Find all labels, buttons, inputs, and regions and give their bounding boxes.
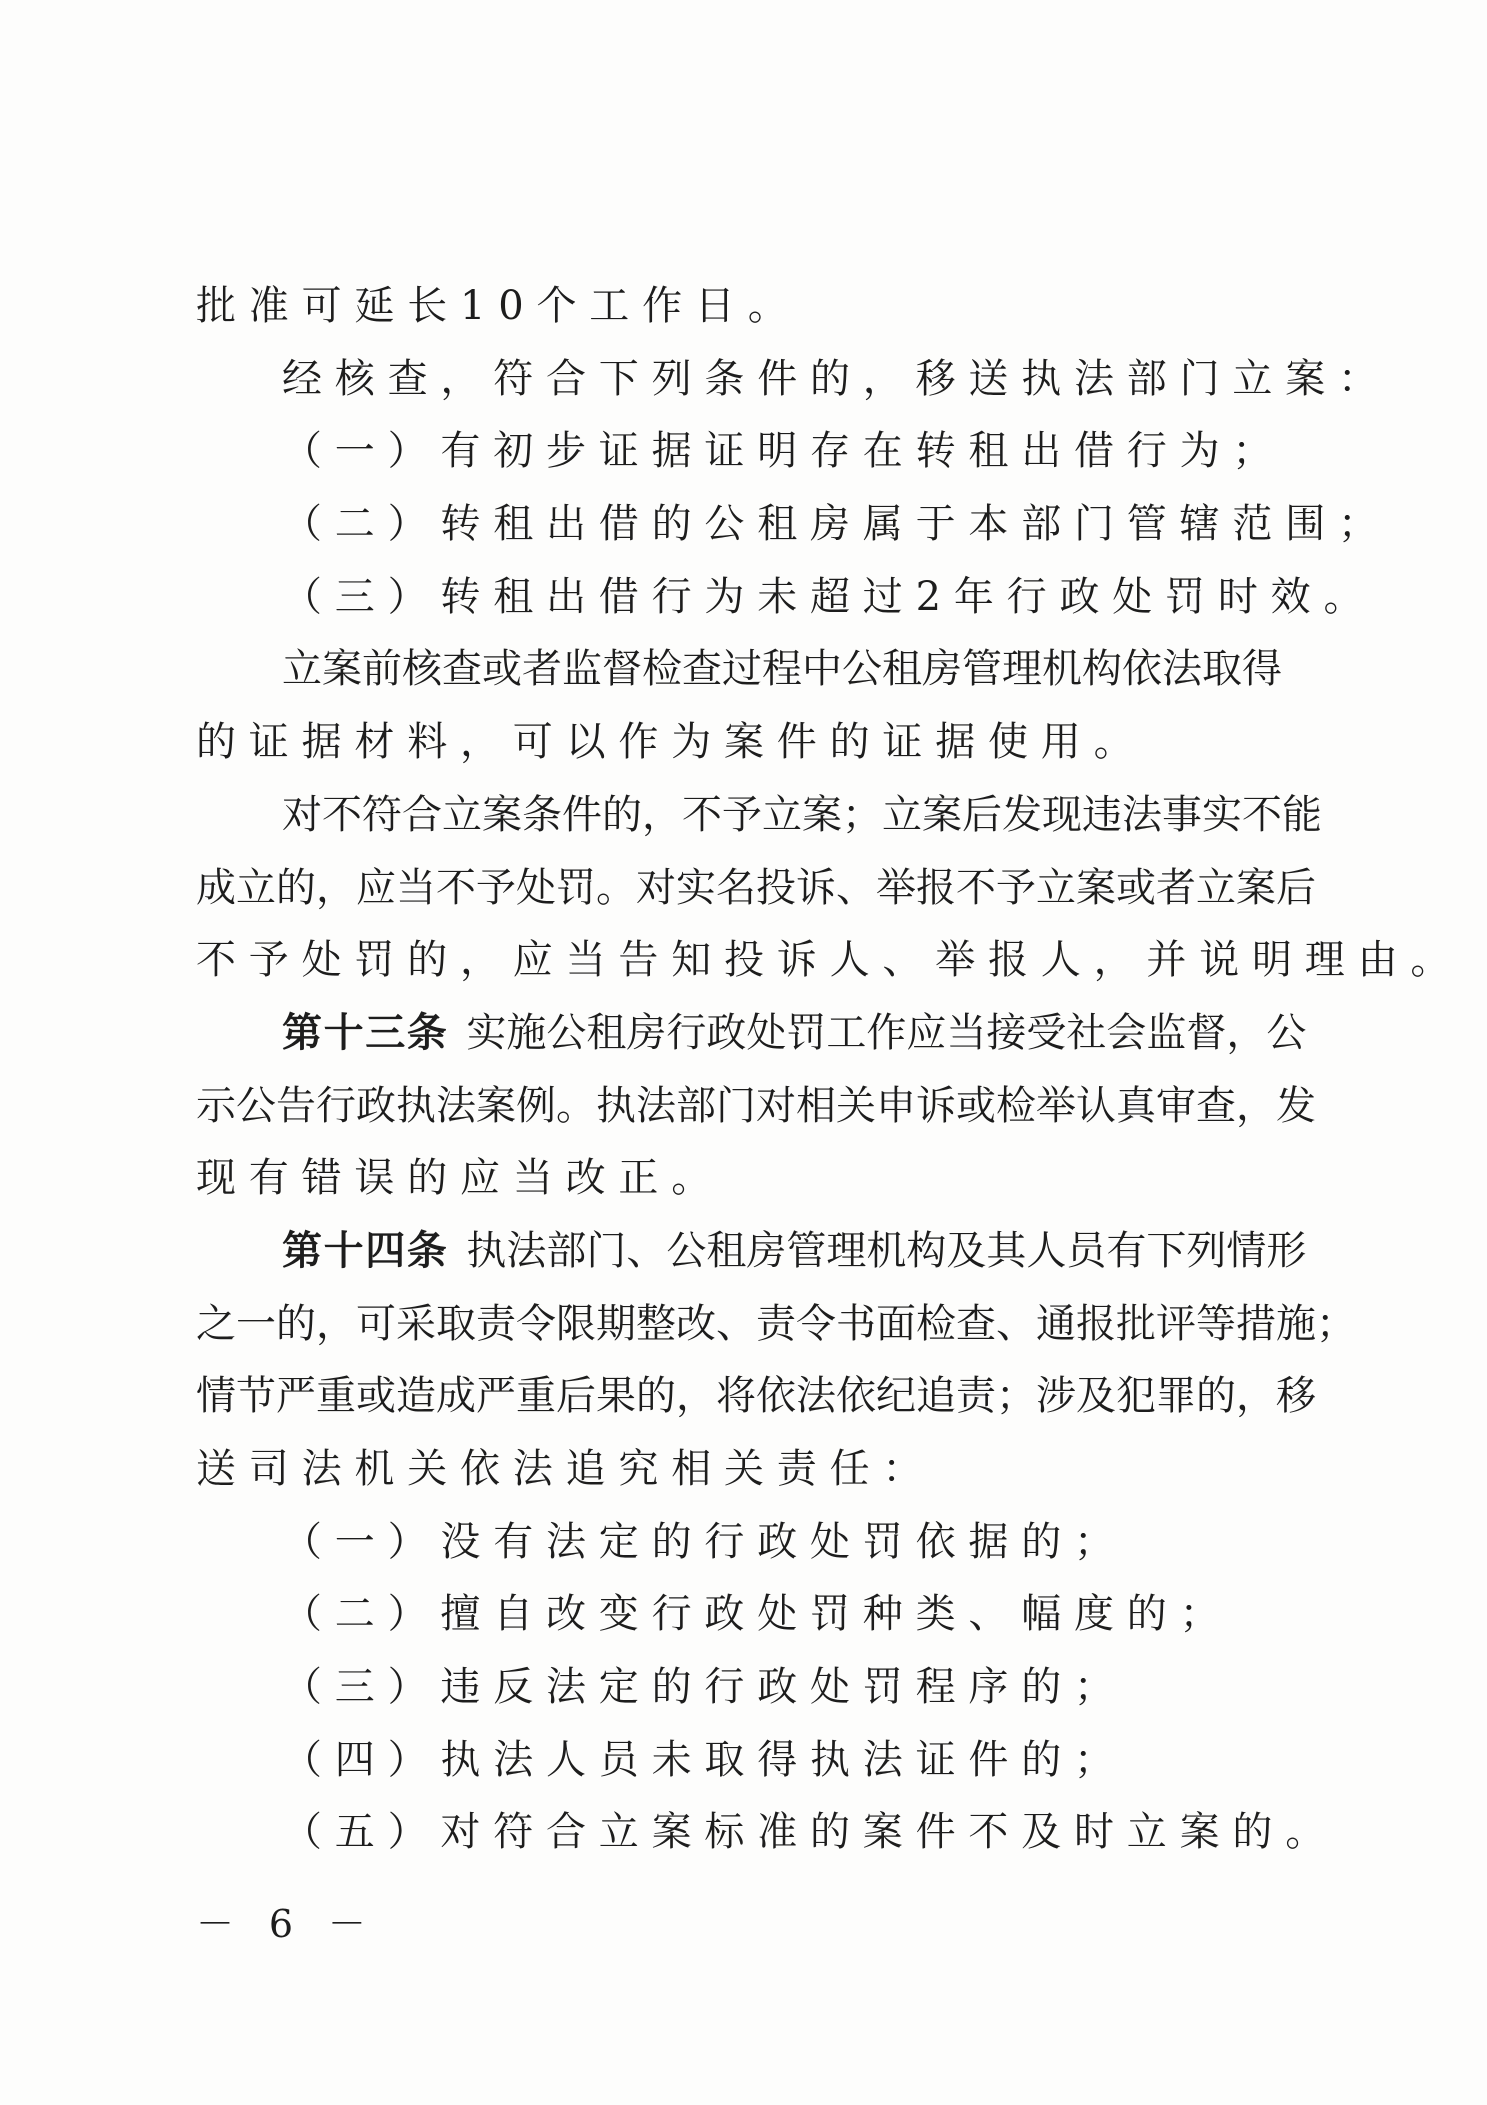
text-line: 现有错误的应当改正。 — [196, 1155, 724, 1202]
text-line: 之一的，可采取责令限期整改、责令书面检查、通报批评等措施； — [196, 1300, 1356, 1347]
text-line: 对不符合立案条件的，不予立案；立案后发现违法事实不能 — [282, 791, 1322, 838]
list-item: （四）执法人员未取得执法证件的； — [282, 1736, 1127, 1783]
list-item: （五）对符合立案标准的案件不及时立案的。 — [282, 1809, 1338, 1856]
article-13-first-line — [196, 997, 1307, 1070]
list-item: （一）有初步证据证明存在转租出借行为； — [282, 428, 1286, 475]
text-line: 的证据材料，可以作为案件的证据使用。 — [196, 719, 1147, 766]
text-line: 批准可延长10个工作日。 — [196, 283, 801, 329]
text-line: 不予处罚的，应当告知投诉人、举报人，并说明理由。 — [196, 937, 1464, 984]
list-item: （一）没有法定的行政处罚依据的； — [282, 1518, 1127, 1565]
article-14-heading: 第十四条 — [282, 1227, 449, 1274]
page-number: － 6 － — [196, 1902, 378, 1946]
text-line: 情节严重或造成严重后果的，将依法依纪追责；涉及犯罪的，移 — [196, 1373, 1316, 1420]
article-13-text: 实施公租房行政处罚工作应当接受社会监督，公 — [466, 1009, 1307, 1056]
text-line: 经核查，符合下列条件的，移送执法部门立案： — [282, 355, 1391, 402]
list-item: （二）擅自改变行政处罚种类、幅度的； — [282, 1591, 1233, 1638]
list-item: （二）转租出借的公租房属于本部门管辖范围； — [282, 501, 1391, 548]
article-13-heading: 第十三条 — [282, 1009, 449, 1056]
text-line: 示公告行政执法案例。执法部门对相关申诉或检举认真审查，发 — [196, 1082, 1316, 1129]
list-item: （三）违反法定的行政处罚程序的； — [282, 1664, 1127, 1711]
body-text — [196, 270, 1464, 1869]
list-item: （三）转租出借行为未超过2年行政处罚时效。 — [282, 573, 1377, 620]
text-line: 立案前核查或者监督检查过程中公租房管理机构依法取得 — [282, 646, 1282, 693]
article-14-first-line — [196, 1215, 1307, 1288]
text-line: 送司法机关依法追究相关责任： — [196, 1446, 936, 1492]
text-line: 成立的，应当不予处罚。对实名投诉、举报不予立案或者立案后 — [196, 864, 1316, 911]
article-14-text: 执法部门、公租房管理机构及其人员有下列情形 — [466, 1227, 1307, 1274]
